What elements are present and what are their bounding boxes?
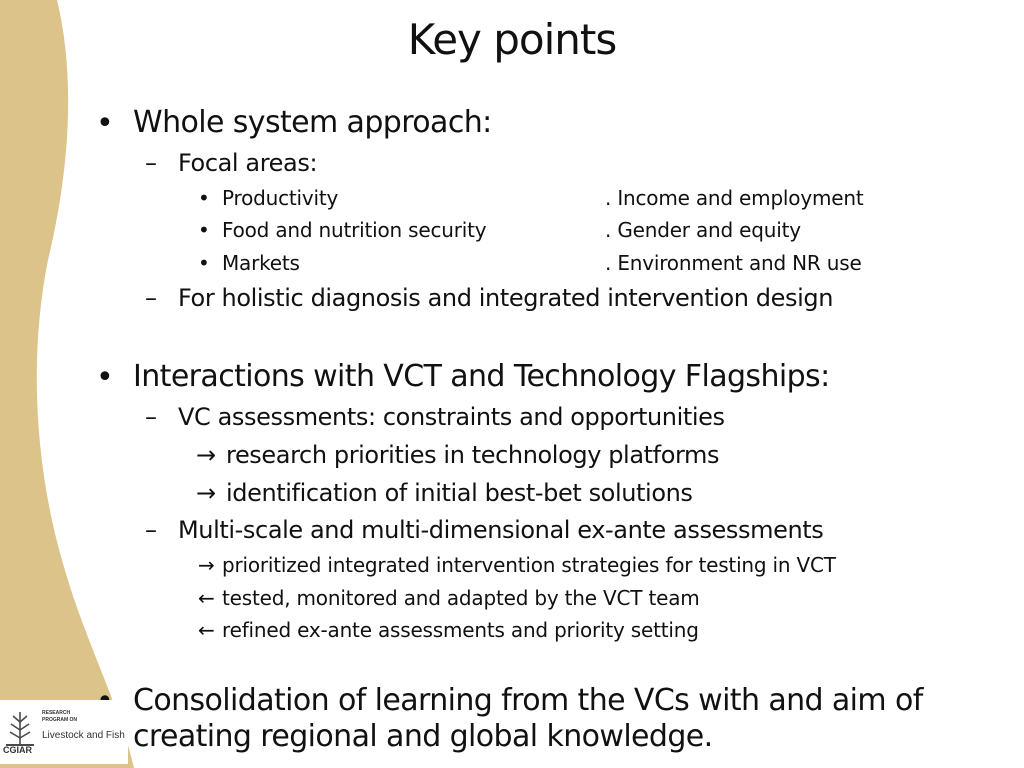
holistic-diagnosis-text: For holistic diagnosis and integrated intervention design <box>178 284 834 312</box>
prioritized-strategies-text: prioritized integrated intervention strategies for testing in VCT <box>222 553 836 577</box>
arrow-right-icon: → <box>196 479 216 507</box>
bullet-icon: • <box>96 106 114 141</box>
focal-item-food-security: Food and nutrition security <box>222 218 487 242</box>
cgiar-livestock-logo <box>0 700 128 764</box>
consolidation-text-line2: creating regional and global knowledge. <box>133 719 713 754</box>
arrow-right-icon: → <box>198 553 215 577</box>
bullet-icon: • <box>96 360 114 395</box>
small-bullet-icon: • <box>198 186 210 210</box>
logo-org-name: CGIAR <box>3 745 32 755</box>
heading-whole-system: Whole system approach: <box>133 105 492 140</box>
focal-item-environment: . Environment and NR use <box>605 251 862 275</box>
arrow-left-icon: ← <box>198 586 215 610</box>
refined-assessments-text: refined ex-ante assessments and priority setting <box>222 618 699 642</box>
focal-areas-label: Focal areas: <box>178 149 318 177</box>
heading-interactions: Interactions with VCT and Technology Flagships: <box>133 359 830 394</box>
focal-item-income: . Income and employment <box>605 186 864 210</box>
logo-program-line1: RESEARCH <box>42 710 71 716</box>
dash-icon: – <box>145 149 157 177</box>
vc-assessments-text: VC assessments: constraints and opportunities <box>178 403 725 431</box>
dash-icon: – <box>145 516 157 544</box>
arrow-left-icon: ← <box>198 618 215 642</box>
logo-program-name: Livestock and Fish <box>42 730 125 741</box>
focal-item-gender: . Gender and equity <box>605 218 801 242</box>
arrow-right-icon: → <box>196 441 216 469</box>
multi-scale-text: Multi-scale and multi-dimensional ex-ante assessments <box>178 516 824 544</box>
consolidation-text-line1: Consolidation of learning from the VCs with and aim of <box>133 683 923 718</box>
dash-icon: – <box>145 284 157 312</box>
focal-item-markets: Markets <box>222 251 300 275</box>
identification-text: identification of initial best-bet solutions <box>226 479 693 507</box>
logo-program-line2: PROGRAM ON <box>42 717 77 723</box>
small-bullet-icon: • <box>198 218 210 242</box>
research-priorities-text: research priorities in technology platforms <box>226 441 720 469</box>
slide-title: Key points <box>407 15 617 64</box>
tested-monitored-text: tested, monitored and adapted by the VCT team <box>222 586 700 610</box>
dash-icon: – <box>145 403 157 431</box>
focal-item-productivity: Productivity <box>222 186 339 210</box>
small-bullet-icon: • <box>198 251 210 275</box>
